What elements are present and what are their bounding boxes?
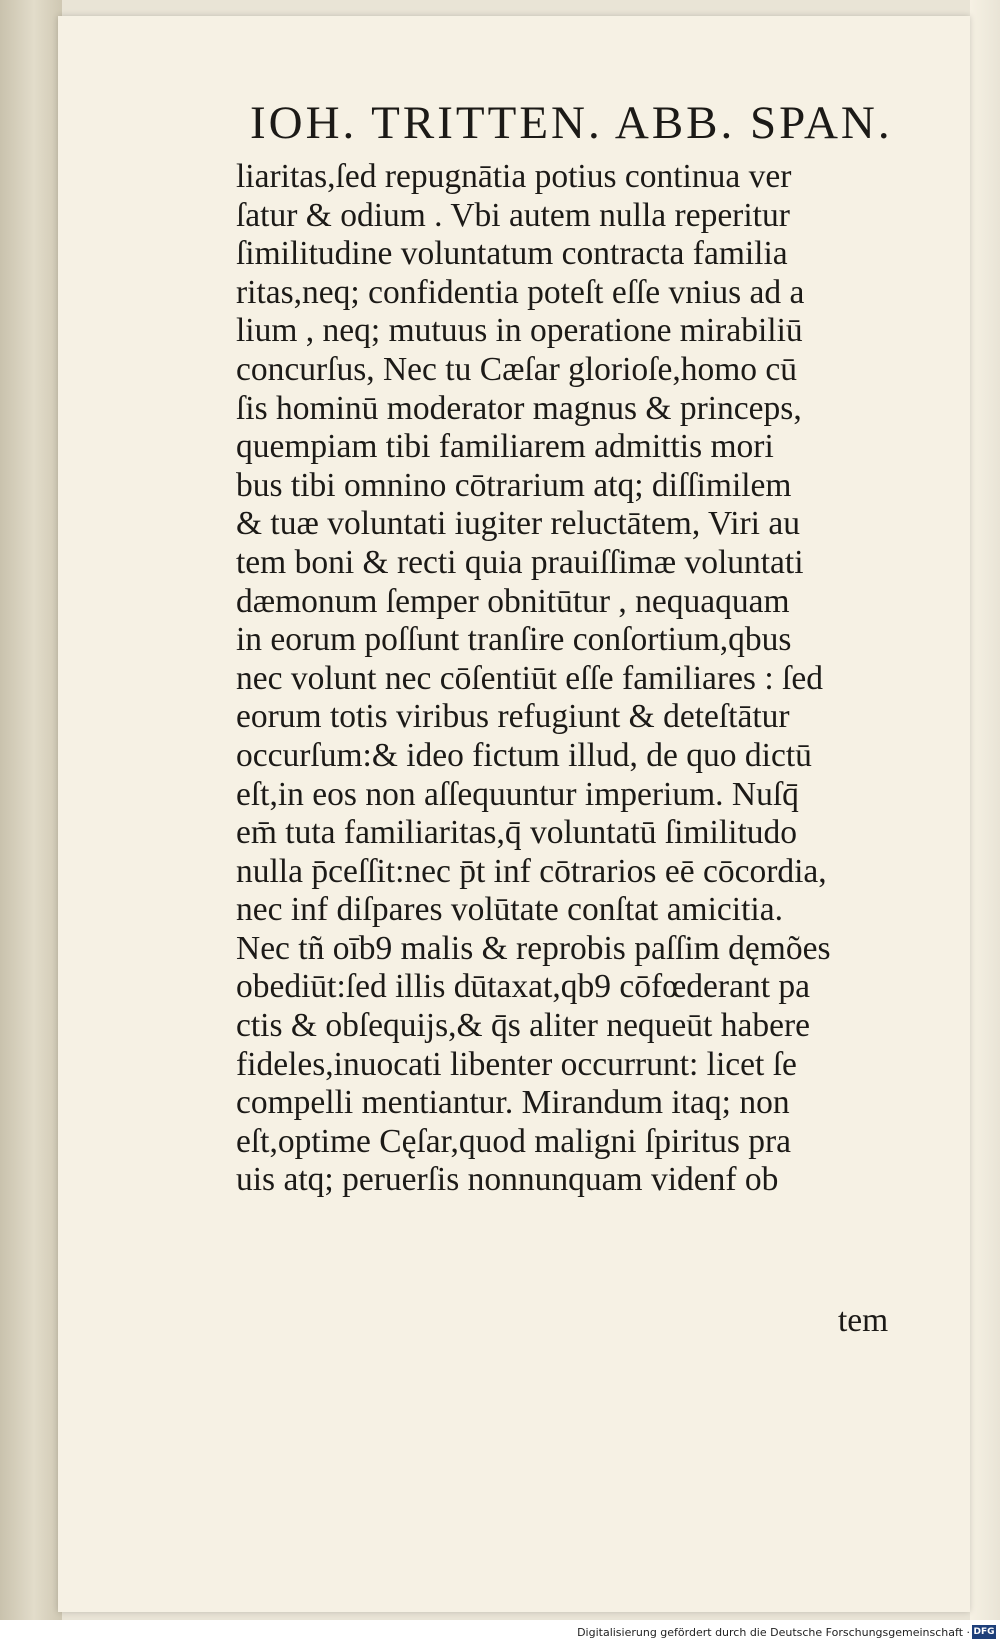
text-line: bus tibi omnino cōtrarium atq; diſſimilem (236, 466, 792, 504)
text-line: in eorum poſſunt tranſire conſortium,qbus (236, 621, 792, 659)
text-line: & tuæ voluntati iugiter reluctātem, Viri au (236, 505, 800, 543)
text-line: ſatur & odium . Vbi autem nulla reperitur (236, 196, 790, 234)
page-edge (970, 0, 1000, 1620)
text-line: ctis & obſequijs,& q̄s aliter nequeūt habere (236, 1007, 810, 1045)
dfg-logo: DFG (973, 1627, 995, 1637)
text-line: lium , neq; mutuus in operatione mirabiliū (236, 312, 803, 350)
text-line: liaritas,ſed repugnātia potius continua ver (236, 158, 792, 195)
text-line: uis atq; peruerſis nonnunquam videnf ob (236, 1161, 779, 1199)
text-line: em̄ tuta familiaritas,q̄ voluntatū ſimilitudo (236, 814, 798, 852)
text-line: eorum totis viribus refugiunt & deteſtātur (236, 698, 790, 736)
text-line: concurſus, Nec tu Cæſar glorioſe,homo cū (236, 350, 797, 388)
text-line: nulla p̄ceſſit:nec p̄t inf cōtrarios eē cōcordia, (236, 852, 827, 890)
text-line: eſt,optime Cęſar,quod maligni ſpiritus pra (236, 1122, 792, 1160)
book-spine (0, 0, 62, 1620)
body-text (236, 158, 916, 1200)
text-line: dæmonum ſemper obnitūtur , nequaquam (236, 582, 790, 620)
text-line: obediūt:ſed illis dūtaxat,qb9 cōfœderant pa (236, 968, 810, 1006)
text-line: nec volunt nec cōſentiūt eſſe familiares : ſed (236, 659, 823, 697)
text-line: tem boni & recti quia prauiſſimæ voluntati (236, 543, 804, 581)
text-line: ritas,neq; confidentia poteſt eſſe vnius ad a (236, 273, 805, 311)
text-line: nec inf diſpares volūtate conſtat amicitia. (236, 891, 783, 929)
text-line: occurſum:& ideo fictum illud, de quo dictū (236, 736, 812, 774)
catchword: tem (838, 1302, 889, 1339)
text-line: eſt,in eos non aſſequuntur imperium. Nuſq̄ (236, 775, 799, 813)
running-head: IOH. TRITTEN. ABB. SPAN. (250, 97, 893, 149)
text-line: ſimilitudine voluntatum contracta familia (236, 235, 788, 273)
text-line: Nec tñ oīb9 malis & reprobis paſſim dęmões (236, 929, 831, 967)
text-line: quempiam tibi familiarem admittis mori (236, 428, 774, 466)
text-line: fideles,inuocati libenter occurrunt: licet ſe (236, 1045, 797, 1083)
funding-note: Digitalisierung gefördert durch die Deutsche Forschungsgemeinschaft · (577, 1626, 970, 1639)
text-line: compelli mentiantur. Mirandum itaq; non (236, 1084, 790, 1122)
text-line: ſis hominū moderator magnus & princeps, (236, 389, 802, 427)
